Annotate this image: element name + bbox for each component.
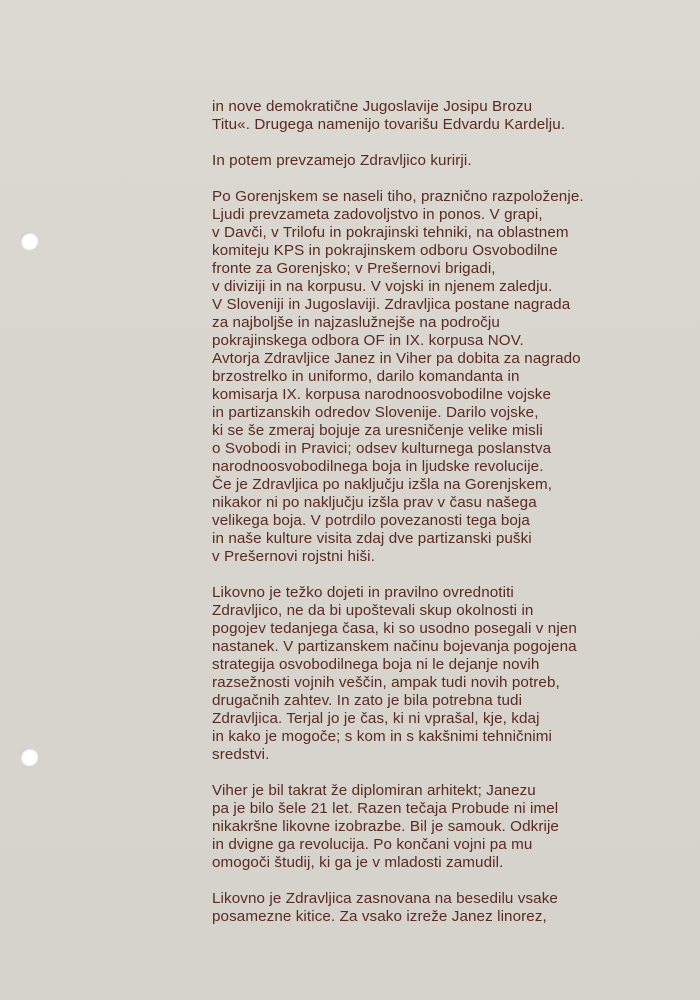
text-line: fronte za Gorenjsko; v Prešernovi brigadi, xyxy=(212,260,496,277)
text-line: Likovno je težko dojeti in pravilno ovrednotiti xyxy=(212,584,514,601)
text-line: komisarja IX. korpusa narodnoosvobodilne vojske xyxy=(212,386,552,403)
text-line: in naše kulture visita zdaj dve partizanski puški xyxy=(212,530,532,547)
text-line: in nove demokratične Jugoslavije Josipu Brozu xyxy=(212,98,533,115)
text-line: Po Gorenjskem se naseli tiho, praznično razpoloženje. xyxy=(212,188,584,205)
text-line: omogoči študij, ki ga je v mladosti zamudil. xyxy=(212,854,504,871)
paragraph xyxy=(212,890,682,926)
text-line: nastanek. V partizanskem načinu bojevanja pogojena xyxy=(212,638,577,655)
text-line: strategija osvobodilnega boja ni le dejanje novih xyxy=(212,656,540,673)
text-line: Avtorja Zdravljice Janez in Viher pa dobita za nagrado xyxy=(212,350,581,367)
text-line: Ljudi prevzameta zadovoljstvo in ponos. V grapi, xyxy=(212,206,543,223)
text-line: v Davči, v Trilofu in pokrajinski tehniki, na oblastnem xyxy=(212,224,569,241)
paragraph xyxy=(212,782,682,872)
text-line: pogojev tedanjega časa, ki so usodno posegali v njen xyxy=(212,620,577,637)
text-line: v diviziji in na korpusu. V vojski in njenem zaledju. xyxy=(212,278,553,295)
text-line: Titu«. Drugega namenijo tovarišu Edvardu Kardelju. xyxy=(212,116,566,133)
text-line: posamezne kitice. Za vsako izreže Janez linorez, xyxy=(212,908,547,925)
paragraph xyxy=(212,98,682,134)
text-line: o Svobodi in Pravici; odsev kulturnega poslanstva xyxy=(212,440,552,457)
text-line: pokrajinskega odbora OF in IX. korpusa NOV. xyxy=(212,332,524,349)
text-line: za najboljše in najzaslužnejše na področju xyxy=(212,314,500,331)
text-line: drugačnih zahtev. In zato je bila potrebna tudi xyxy=(212,692,523,709)
text-line: razsežnosti vojnih veščin, ampak tudi novih potreb, xyxy=(212,674,560,691)
text-line: in partizanskih odredov Slovenije. Darilo vojske, xyxy=(212,404,539,421)
punch-hole-bottom xyxy=(20,748,38,766)
text-line: Viher je bil takrat že diplomiran arhitekt; Janezu xyxy=(212,782,536,799)
paragraph xyxy=(212,584,682,764)
text-line: V Sloveniji in Jugoslaviji. Zdravljica postane nagrada xyxy=(212,296,571,313)
text-line: v Prešernovi rojstni hiši. xyxy=(212,548,375,565)
punch-hole-top xyxy=(20,232,38,250)
text-line: brzostrelko in uniformo, darilo komandanta in xyxy=(212,368,520,385)
text-line: ki se še zmeraj bojuje za uresničenje velike misli xyxy=(212,422,543,439)
text-line: nikakor ni po naključju izšla prav v času našega xyxy=(212,494,537,511)
text-line: Zdravljico, ne da bi upoštevali skup okolnosti in xyxy=(212,602,534,619)
text-line: Zdravljica. Terjal jo je čas, ki ni vprašal, kje, kdaj xyxy=(212,710,540,727)
text-line: in kako je mogoče; s kom in s kakšnimi tehničnimi xyxy=(212,728,552,745)
paragraph xyxy=(212,152,682,170)
paragraph xyxy=(212,188,682,566)
text-line: Likovno je Zdravljica zasnovana na besedilu vsake xyxy=(212,890,558,907)
text-line: velikega boja. V potrdilo povezanosti tega boja xyxy=(212,512,530,529)
body-text xyxy=(212,98,682,944)
text-line: sredstvi. xyxy=(212,746,270,763)
text-line: In potem prevzamejo Zdravljico kurirji. xyxy=(212,152,472,169)
text-line: narodnoosvobodilnega boja in ljudske revolucije. xyxy=(212,458,544,475)
text-line: komiteju KPS in pokrajinskem odboru Osvobodilne xyxy=(212,242,558,259)
text-line: Če je Zdravljica po naključju izšla na Gorenjskem, xyxy=(212,476,553,493)
text-line: pa je bilo šele 21 let. Razen tečaja Probude ni imel xyxy=(212,800,559,817)
text-line: in dvigne ga revolucija. Po končani vojni pa mu xyxy=(212,836,533,853)
text-line: nikakršne likovne izobrazbe. Bil je samouk. Odkrije xyxy=(212,818,559,835)
